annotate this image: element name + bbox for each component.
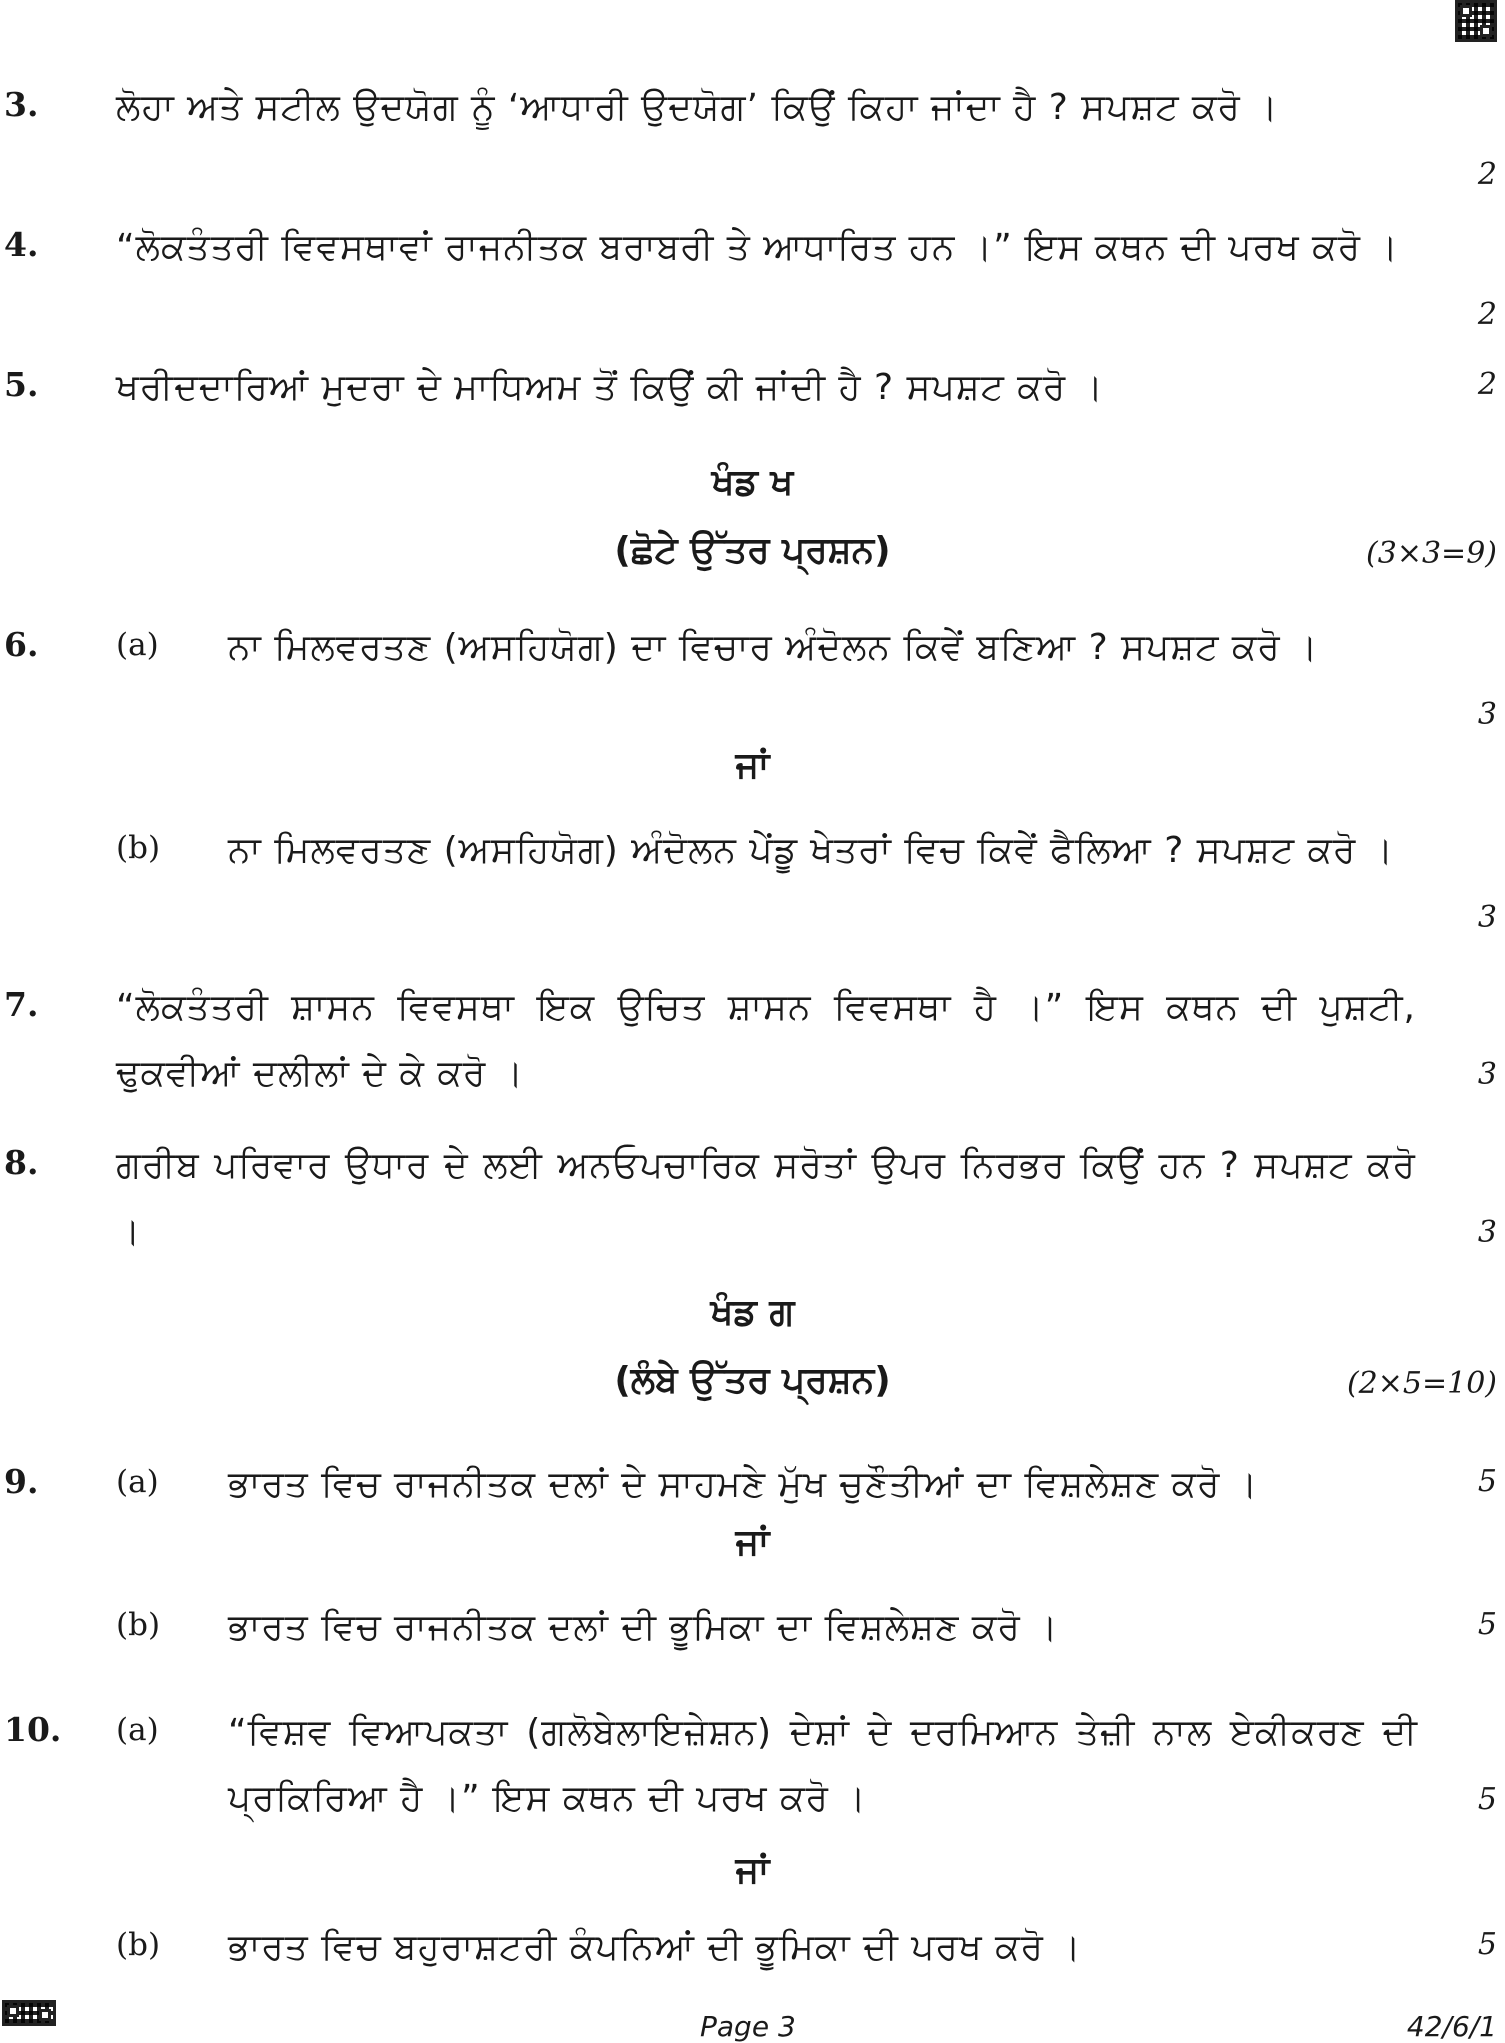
question-number: 10. (4, 1710, 62, 1749)
option-b-text: ਭਾਰਤ ਵਿਚ ਰਾਜਨੀਤਕ ਦਲਾਂ ਦੀ ਭੂਮਿਕਾ ਦਾ ਵਿਸ਼ਲੇਸ਼ਣ ਕਰੋ । (228, 1607, 1059, 1648)
question-marks: 2 (1477, 157, 1497, 192)
option-b-text: ਭਾਰਤ ਵਿਚ ਬਹੁਰਾਸ਼ਟਰੀ ਕੰਪਨਿਆਂ ਦੀ ਭੂਮਿਕਾ ਦੀ ਪਰਖ ਕਰੋ । (228, 1927, 1082, 1968)
question-text: ਖਰੀਦਦਾਰਿਆਂ ਮੁਦਰਾ ਦੇ ਮਾਧਿਅਮ ਤੋਂ ਕਿਉਂ ਕੀ ਜਾਂਦੀ ਹੈ ? ਸਪਸ਼ਟ ਕਰੋ । (116, 367, 1104, 408)
question-text: ਲੋਹਾ ਅਤੇ ਸਟੀਲ ਉਦਯੋਗ ਨੂੰ ‘ਆਧਾਰੀ ਉਦਯੋਗ’ ਕਿਉਂ ਕਿਹਾ ਜਾਂਦਾ ਹੈ ? ਸਪਸ਼ਟ ਕਰੋ । (116, 87, 1279, 128)
option-b-label: (b) (116, 830, 161, 866)
paper-code: 42/6/1 (1406, 2010, 1497, 2043)
or-separator: ਜਾਂ (735, 1850, 770, 1891)
option-a-text: “ਵਿਸ਼ਵ ਵਿਆਪਕਤਾ (ਗਲੋਬੇਲਾਇਜ਼ੇਸ਼ਨ) ਦੇਸ਼ਾਂ ਦੇ ਦਰਮਿਆਨ ਤੇਜ਼ੀ ਨਾਲ ਏਕੀਕਰਣ ਦੀ ਪ੍ਰਕਿਰਿਆ ਹੈ ।” ਇਸ ਕਥਨ ਦੀ ਪਰਖ ਕਰੋ । (228, 1712, 1418, 1819)
question-number: 6. (4, 625, 39, 664)
section-b-title: ਖੰਡ ਖ (711, 462, 794, 503)
section-c-subtitle: (ਲੰਬੇ ਉੱਤਰ ਪ੍ਰਸ਼ਨ) (614, 1360, 891, 1401)
qr-code-icon (1455, 0, 1497, 42)
option-a-marks: 5 (1477, 1464, 1497, 1499)
question-marks: 2 (1477, 297, 1497, 332)
option-a-label: (a) (116, 627, 159, 663)
option-b-marks: 5 (1477, 1927, 1497, 1962)
option-a-text: ਭਾਰਤ ਵਿਚ ਰਾਜਨੀਤਕ ਦਲਾਂ ਦੇ ਸਾਹਮਣੇ ਮੁੱਖ ਚੁਣੌਤੀਆਂ ਦਾ ਵਿਸ਼ਲੇਸ਼ਣ ਕਰੋ । (228, 1464, 1259, 1505)
section-b-subtitle: (ਛੋਟੇ ਉੱਤਰ ਪ੍ਰਸ਼ਨ) (614, 530, 891, 571)
section-b-marks-scheme: (3×3=9) (1366, 536, 1497, 571)
option-a-label: (a) (116, 1712, 159, 1748)
page-number: Page 3 (700, 2010, 796, 2043)
question-number: 5. (4, 365, 39, 404)
or-separator: ਜਾਂ (735, 745, 770, 786)
option-b-marks: 5 (1477, 1607, 1497, 1642)
section-c-title: ਖੰਡ ਗ (710, 1292, 795, 1333)
question-marks: 3 (1477, 1215, 1497, 1250)
question-number: 9. (4, 1462, 39, 1501)
option-a-text: ਨਾ ਮਿਲਵਰਤਣ (ਅਸਹਿਯੋਗ) ਦਾ ਵਿਚਾਰ ਅੰਦੋਲਨ ਕਿਵੇਂ ਬਣਿਆ ? ਸਪਸ਼ਟ ਕਰੋ । (228, 627, 1319, 668)
qr-code-icon (2, 2000, 56, 2026)
option-b-label: (b) (116, 1927, 161, 1963)
question-text: “ਲੋਕਤੰਤਰੀ ਵਿਵਸਥਾਵਾਂ ਰਾਜਨੀਤਕ ਬਰਾਬਰੀ ਤੇ ਆਧਾਰਿਤ ਹਨ ।” ਇਸ ਕਥਨ ਦੀ ਪਰਖ ਕਰੋ । (116, 227, 1399, 268)
or-separator: ਜਾਂ (735, 1522, 770, 1563)
question-number: 3. (4, 85, 39, 124)
option-b-label: (b) (116, 1607, 161, 1643)
question-text: “ਲੋਕਤੰਤਰੀ ਸ਼ਾਸਨ ਵਿਵਸਥਾ ਇਕ ਉਚਿਤ ਸ਼ਾਸਨ ਵਿਵਸਥਾ ਹੈ ।” ਇਸ ਕਥਨ ਦੀ ਪੁਸ਼ਟੀ, ਢੁਕਵੀਆਂ ਦਲੀਲਾਂ ਦੇ ਕੇ ਕਰੋ । (116, 987, 1416, 1094)
option-a-label: (a) (116, 1464, 159, 1500)
question-number: 7. (4, 985, 39, 1024)
option-a-marks: 3 (1477, 697, 1497, 732)
question-number: 4. (4, 225, 39, 264)
option-b-marks: 3 (1477, 900, 1497, 935)
question-marks: 3 (1477, 1057, 1497, 1092)
question-marks: 2 (1477, 367, 1497, 402)
section-c-marks-scheme: (2×5=10) (1346, 1366, 1497, 1401)
option-b-text: ਨਾ ਮਿਲਵਰਤਣ (ਅਸਹਿਯੋਗ) ਅੰਦੋਲਨ ਪੇਂਡੂ ਖੇਤਰਾਂ ਵਿਚ ਕਿਵੇਂ ਫੈਲਿਆ ? ਸਪਸ਼ਟ ਕਰੋ । (228, 830, 1395, 871)
question-number: 8. (4, 1143, 39, 1182)
option-a-marks: 5 (1477, 1782, 1497, 1817)
question-text: ਗਰੀਬ ਪਰਿਵਾਰ ਉਧਾਰ ਦੇ ਲਈ ਅਨਓਪਚਾਰਿਕ ਸਰੋਤਾਂ ਉਪਰ ਨਿਰਭਰ ਕਿਉਂ ਹਨ ? ਸਪਸ਼ਟ ਕਰੋ । (116, 1145, 1416, 1252)
